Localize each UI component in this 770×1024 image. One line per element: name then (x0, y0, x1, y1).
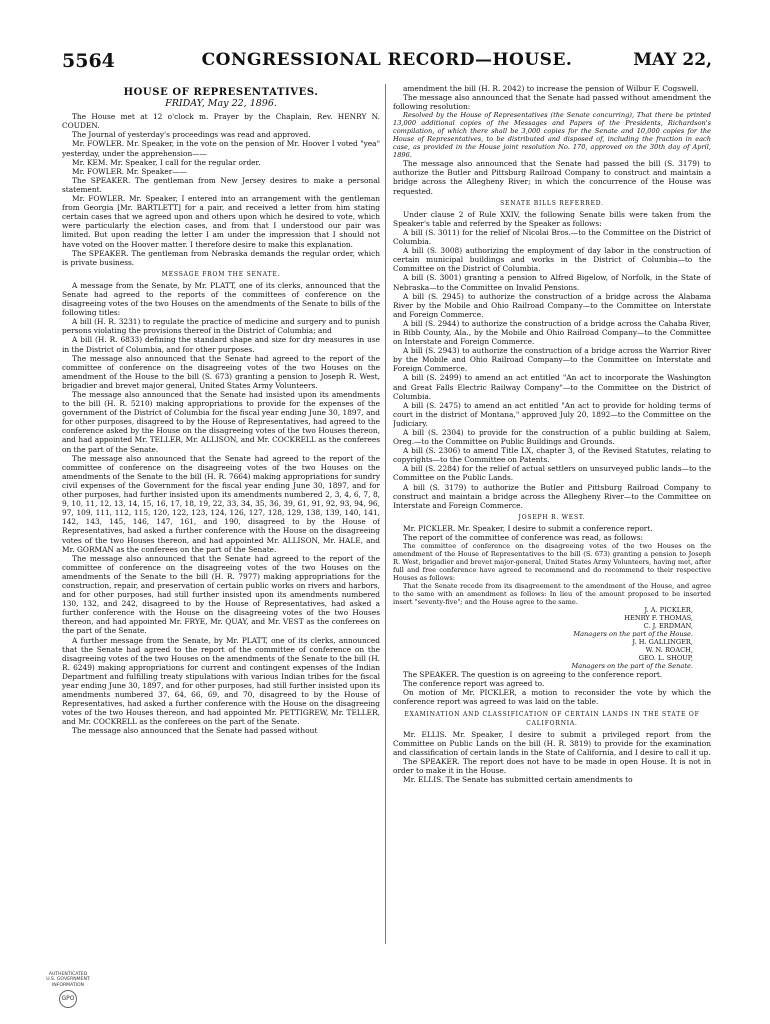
paragraph: The message also announced that the Senate had insisted upon its amendments to the bill (H. R. 5210) making appropriations to provide for the expenses of the government of the District of Columbia for the fiscal year ending June 30, 1897, and for other purposes, disagreed to by the House of Representatives, had agreed to the conference asked by the House on the disagreeing votes of the two Houses thereon, and had appointed Mr. TELLER, Mr. ALLISON, and Mr. COCKRELL as the conferees on the part of the Senate. (62, 390, 380, 454)
paragraph: A bill (H. R. 3231) to regulate the practice of medicine and surgery and to punish persons violating the provisions thereof in the District of Columbia; and (62, 317, 380, 336)
house-managers-role: Managers on the part of the House. (573, 630, 693, 639)
bridge-bill-message (393, 159, 711, 195)
paragraph: Under clause 2 of Rule XXIV, the following Senate bills were taken from the Speaker's table and referred by the Speaker as follows: (393, 209, 711, 228)
conference-report-text (393, 542, 711, 606)
paragraph: The message also announced that the Senate had passed without amendment the following resolution: (393, 93, 711, 112)
paragraph: The committee of conference on the disagreeing votes of the two Houses on the amendment of the House of Representatives to the bill (S. 673) granting a pension to Joseph R. West, brigadier and brevet major-general, United States Army Volunteers, having met, after full and free conference have agreed to recommend and do recommend to their respective Houses as follows: (393, 542, 711, 583)
paragraph: A message from the Senate, by Mr. PLATT, one of its clerks, announced that the Senate had agreed to the reports of the committees of conference on the disagreeing votes of the two Houses on the amendments of the Senate to bills of the following titles: (62, 280, 380, 318)
paragraph: Mr. ELLIS. The Senate has submitted certain amendments to (403, 775, 633, 785)
paragraph: The message also announced that the Senate had passed the bill (S. 3179) to authorize the Butler and Pittsburg Railroad Company to construct and maintain a bridge across the Allegheny River; in which the concurrence of the House was requested. (393, 159, 711, 196)
paragraph: Mr. ELLIS. Mr. Speaker, I desire to submit a privileged report from the Committee on Public Lands on the bill (H. R. 3819) to provide for the examination and classification of certain lands in the State of California, and I desire to call it up. (393, 729, 711, 757)
paragraph: A bill (S. 2945) to authorize the construction of a bridge across the Alabama River by the Mobile and Ohio Railroad Company—to the Committee on Interstate and Foreign Commerce. (393, 291, 711, 319)
paragraph: The SPEAKER. The gentleman from New Jersey desires to make a personal statement. (62, 175, 380, 194)
paragraph: The SPEAKER. The gentleman from Nebraska demands the regular order, which is private business. (62, 248, 380, 267)
senate-message-continued (393, 84, 711, 111)
paragraph: The SPEAKER. The question is on agreeing to the conference report. (403, 670, 663, 680)
section-heading-senate-message: MESSAGE FROM THE SENATE. (161, 270, 281, 278)
paragraph: The conference report was agreed to. (403, 679, 545, 689)
house-managers-names (393, 606, 693, 630)
text-line: INFORMATION (51, 982, 85, 988)
paragraph: A bill (S. 3011) for the relief of Nicolai Bros.—to the Committee on the District of Columbia. (393, 227, 711, 247)
paragraph: A bill (S. 2943) to authorize the construction of a bridge across the Warrior River by the Mobile and Ohio Railroad Company—to the Committee on Interstate and Foreign Commerce. (393, 346, 711, 374)
paragraph: amendment the bill (H. R. 2042) to increase the pension of Wilbur F. Cogswell. (403, 84, 699, 93)
house-heading: HOUSE OF REPRESENTATIVES. (123, 87, 319, 98)
paragraph: A bill (H. R. 6833) defining the standard shape and size for dry measures in use in the District of Columbia, and for other purposes. (62, 335, 380, 354)
right-column (393, 84, 711, 944)
text-line: W. N. ROACH, (645, 646, 693, 655)
paragraph: A bill (S. 3179) to authorize the Butler and Pittsburg Railroad Company to construct and maintain a bridge across the Allegheny River—to the Committee on Interstate and Foreign Commerce. (393, 482, 711, 510)
section-heading-senate-bills: SENATE BILLS REFERRED. (500, 199, 604, 207)
left-column (62, 84, 380, 944)
paragraph: The message also announced that the Senate had agreed to the report of the committee of conference on the disagreeing votes of the two Houses on the amendment of the House to the bill (S. 673) granting a pension to Joseph R. West, brigadier and brevet major general, United States Army Volunteers. (62, 353, 380, 390)
paragraph: Mr. FOWLER. Mr. Speaker, in the vote on the pension of Mr. Hoover I voted "yea" yesterday, under the apprehension—— (62, 139, 380, 158)
publication-title: CONGRESSIONAL RECORD—HOUSE. (201, 50, 573, 70)
paragraph: The SPEAKER. The report does not have to be made in open House. It is not in order to make it in the House. (393, 756, 711, 776)
concurrent-resolution: Resolved by the House of Representatives (the Senate concurring), That there be printed 13,000 additional copies of the Messages and Papers of the Presidents, Richardson's compilation, of which there shall be 3,000 copies for the Senate and 10,000 copies for the House of Representatives, to be distributed and disposed of, including the fraction in each case, as provided in the House joint resolution No. 170, approved on the 30th day of April, 1896. (393, 111, 711, 160)
paragraph: A bill (S. 2475) to amend an act entitled "An act to provide for holding terms of court in the district of Montana," approved July 20, 1892—to the Committee on the Judiciary. (393, 400, 711, 428)
text-line: J. H. GALLINGER, (632, 638, 693, 647)
column-divider (385, 84, 386, 944)
paragraph: The Journal of yesterday's proceedings was read and approved. (72, 130, 311, 140)
text-line: C. J. ERDMAN, (643, 622, 693, 631)
opening-proceedings (62, 112, 380, 267)
paragraph: Mr. KEM. Mr. Speaker, I call for the regular order. (72, 157, 261, 167)
paragraph: On motion of Mr. PICKLER, a motion to reconsider the vote by which the conference report was agreed to was laid on the table. (393, 688, 711, 707)
paragraph: A bill (S. 2284) for the relief of actual settlers on unsurveyed public lands—to the Committee on the Public Lands. (393, 464, 711, 483)
gpo-logo-icon: GPO (59, 990, 77, 1008)
paragraph: A further message from the Senate, by Mr. PLATT, one of its clerks, announced that the Senate had agreed to the report of the committee of conference on the disagreeing votes of the two Houses on the amendments of the Senate to the bill (H. R. 6249) making appropriations for current and contingent expenses of the Indian Department and fulfilling treaty stipulations with various Indian tribes for the fiscal year ending June 30, 1897, and for other purposes, had still further insisted upon its amendments numbered 37, 64, 66, 69, and 70, disagreed to by the House of Representatives, had asked a further conference with the House on the disagreeing votes of the two Houses thereon, and had appointed Mr. PETTIGREW, Mr. TELLER, and Mr. COCKRELL as the conferees on the part of the Senate. (62, 635, 380, 727)
text-line: AUTHENTICATED (48, 972, 88, 977)
paragraph: The report of the committee of conference was read, as follows: (403, 533, 644, 543)
california-lands-text (393, 730, 711, 785)
paragraph: A bill (S. 2944) to authorize the construction of a bridge across the Cahaba River, in Bibb County, Ala., by the Mobile and Ohio Railroad Company—to the Committee on Interstate and Foreign Commerce. (393, 318, 711, 347)
paragraph: That the Senate recede from its disagreement to the amendment of the House, and agree to the same with an amendment as follows: In lieu of the amount proposed to be inserted insert "seventy-five"; and the House agree to the same. (393, 582, 711, 607)
text-line: GEO. L. SHOUP, (638, 654, 693, 663)
page-number: 5564 (62, 50, 115, 72)
paragraph: Mr. PICKLER. Mr. Speaker, I desire to submit a conference report. (403, 523, 653, 533)
text-line: U.S. GOVERNMENT (46, 977, 90, 983)
paragraph: A bill (S. 2304) to provide for the construction of a public building at Salem, Oreg.—to the Committee on Public Buildings and Grounds. (393, 428, 711, 447)
senate-managers-signatures (393, 638, 711, 670)
text-line: HENRY F. THOMAS, (624, 614, 693, 623)
paragraph: The message also announced that the Senate had agreed to the report of the committee of conference on the disagreeing votes of the two Houses on the amendments of the Senate to the bill (H. R. 7977) making appropriations for the construction, repair, and preservation of certain public works on rivers and harbors, and for other purposes, had still further insisted upon its amendments numbered 130, 132, and 242, disagreed to by the House of Representatives, had asked a further conference with the House on the disagreeing votes of the two Houses thereon, and had appointed Mr. FRYE, Mr. QUAY, and Mr. VEST as the conferees on the part of the Senate. (62, 553, 380, 636)
text-line: J. A. PICKLER, (644, 606, 693, 615)
paragraph: The message also announced that the Senate had passed without (72, 726, 318, 736)
section-heading-joseph-west: JOSEPH R. WEST. (518, 513, 586, 521)
page-header (62, 42, 712, 76)
paragraph: A bill (S. 3001) granting a pension to Alfred Bigelow, of Norfolk, in the State of Nebraska—to the Committee on Invalid Pensions. (393, 273, 711, 292)
paragraph: A bill (S. 3008) authorizing the employment of day labor in the construction of certain municipal buildings and works in the District of Columbia—to the Committee on the District of Columbia. (393, 246, 711, 274)
session-dateline: FRIDAY, May 22, 1896. (165, 98, 277, 110)
conference-outcome (393, 670, 711, 706)
gpo-lines (28, 972, 108, 988)
senate-managers-names (393, 638, 693, 662)
paragraph: The message also announced that the Senate had agreed to the report of the committee of conference on the disagreeing votes of the two Houses on the amendments of the Senate to the bill (H. R. 7664) making appropriations for sundry civil expenses of the Government for the fiscal year ending June 30, 1897, and for other purposes, had further insisted upon its amendments numbered 2, 3, 4, 6, 7, 8, 9, 10, 11, 12, 13, 14, 15, 16, 17, 18, 19, 22, 33, 34, 35, 36, 39, 61, 91, 92, 93, 94, 96, 97, 109, 111, 112, 115, 120, 122, 123, 124, 126, 127, 128, 129, 138, 139, 140, 141, 142, 143, 145, 146, 147, 161, and 190, disagreed to by the House of Representatives, had asked a further conference with the House on the disagreeing votes of the two Houses thereon, and had appointed Mr. ALLISON, Mr. HALE, and Mr. GORMAN as the conferees on the part of the Senate. (62, 453, 380, 554)
gpo-authentication-seal (28, 972, 108, 1008)
senate-bills-list (393, 210, 711, 510)
paragraph: A bill (S. 2499) to amend an act entitled "An act to incorporate the Washington and Great Falls Electric Railway Company"—to the Committee on the District of Columbia. (393, 373, 711, 401)
section-heading-california-lands: EXAMINATION AND CLASSIFICATION OF CERTAIN LANDS IN THE STATE OF CALIFORNIA. (404, 710, 700, 727)
paragraph: The House met at 12 o'clock m. Prayer by the Chaplain, Rev. HENRY N. COUDEN. (62, 112, 380, 131)
header-date: MAY 22, (633, 50, 712, 70)
paragraph: Mr. FOWLER. Mr. Speaker, I entered into an arrangement with the gentleman from Georgia [Mr. BARTLETT] for a pair, and received a letter from him stating certain cases that we agreed upon and others upon which he desired to vote, which were particularly the election cases, and from that I understood our pair was limited. But upon reading the letter I am under the impression that I should not have voted on the Hoover matter. I therefore desire to make this explanation. (62, 194, 380, 249)
house-managers-signatures (393, 606, 711, 638)
conference-intro (393, 524, 711, 542)
senate-message-text (62, 281, 380, 736)
senate-managers-role: Managers on the part of the Senate. (571, 662, 693, 671)
paragraph: A bill (S. 2306) to amend Title LX, chapter 3, of the Revised Statutes, relating to copyrights—to the Committee on Patents. (393, 446, 711, 465)
paragraph: Mr. FOWLER. Mr. Speaker—— (72, 166, 188, 176)
